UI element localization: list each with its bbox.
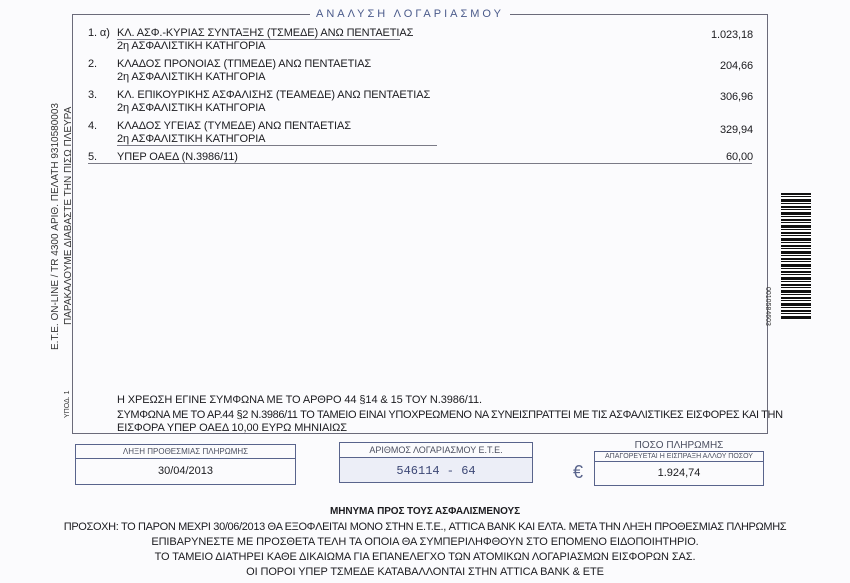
item-description: ΚΛΑΔΟΣ ΠΡΟΝΟΙΑΣ (ΤΠΜΕΔΕ) ΑΝΩ ΠΕΝΤΑΕΤΙΑΣ (117, 58, 372, 70)
analysis-title: ΑΝΑΛΥΣΗ ΛΟΓΑΡΙΑΣΜΟΥ (310, 8, 510, 20)
item-row (88, 27, 753, 55)
item-amount: 204,66 (719, 60, 753, 72)
item-amount: 306,96 (719, 91, 753, 103)
barcode (781, 193, 811, 320)
legal-note-3: ΕΙΣΦΟΡΑ ΥΠΕΡ ΟΑΕΔ 10,00 ΕΥΡΩ ΜΗΝΙΑΙΩΣ (117, 422, 347, 434)
deadline-label: ΛΗΞΗ ΠΡΟΘΕΣΜΙΑΣ ΠΛΗΡΩΜΗΣ (76, 445, 295, 459)
euro-sign: € (573, 462, 584, 482)
account-box (339, 442, 533, 483)
side-text-small: ΥΠΟΔ. 1 (64, 390, 71, 418)
legal-note-2: ΣΥΜΦΩΝΑ ΜΕ ΤΟ ΑΡ.44 §2 Ν.3986/11 ΤΟ ΤΑΜΕΙΟ ΕΙΝΑΙ ΥΠΟΧΡΕΩΜΕΝΟ ΝΑ ΣΥΝΕΙΣΠΡΑΤΤΕΙ ΜΕ ΤΙΣ ΑΣΦΑΛΙΣΤΙΚΕΣ ΕΙΣΦΟΡΕΣ ΚΑΙ ΤΗΝ (117, 409, 783, 421)
item-category: 2η ΑΣΦΑΛΙΣΤΙΚΗ ΚΑΤΗΓΟΡΙΑ (117, 71, 266, 83)
row-underline (117, 145, 437, 146)
deadline-box (75, 444, 296, 485)
payment-amount: 1.924,74 (657, 467, 701, 479)
item-number: 2. (88, 58, 97, 70)
barcode-number: 0010584603 (764, 287, 771, 326)
side-text-line1: Ε.Τ.Ε. ON-LINE / TR 4300 ΑΡΙΘ. ΠΕΛΑΤΗ 9310580003 (50, 103, 61, 350)
payment-box (594, 451, 764, 486)
row-underline (88, 163, 752, 164)
item-description: ΚΛ. ΕΠΙΚΟΥΡΙΚΗΣ ΑΣΦΑΛΙΣΗΣ (ΤΕΑΜΕΔΕ) ΑΝΩ ΠΕΝΤΑΕΤΙΑΣ (117, 89, 431, 101)
item-row (88, 89, 753, 117)
item-row (88, 120, 753, 148)
payment-label: ΠΟΣΟ ΠΛΗΡΩΜΗΣ (634, 440, 724, 451)
side-text-line2: ΠΑΡΑΚΑΛΟΥΜΕ ΔΙΑΒΑΣΤΕ ΤΗΝ ΠΙΣΩ ΠΛΕΥΡΑ (63, 106, 74, 325)
message-line-1: ΠΡΟΣΟΧΗ: ΤΟ ΠΑΡΟΝ ΜΕΧΡΙ 30/06/2013 ΘΑ ΕΞΟΦΛΕΙΤΑΙ ΜΟΝΟ ΣΤΗΝ Ε.Τ.Ε., ATTICA BANK ΚΑΙ ΕΛΤΑ. ΜΕΤΑ ΤΗΝ ΛΗΞΗ ΠΡΟΘΕΣΜΙΑΣ ΠΛΗΡΩΜΗΣ (63, 521, 787, 533)
item-description: ΥΠΕΡ ΟΑΕΔ (Ν.3986/11) (117, 151, 238, 163)
item-amount: 1.023,18 (710, 29, 753, 41)
item-description: ΚΛΑΔΟΣ ΥΓΕΙΑΣ (ΤΥΜΕΔΕ) ΑΝΩ ΠΕΝΤΑΕΤΙΑΣ (117, 120, 351, 132)
account-number: 546114 - 64 (396, 464, 476, 478)
message-line-2: ΕΠΙΒΑΡΥΝΕΣΤΕ ΜΕ ΠΡΟΣΘΕΤΑ ΤΕΛΗ ΤΑ ΟΠΟΙΑ ΘΑ ΣΥΜΠΕΡΙΛΗΦΘΟΥΝ ΣΤΟ ΕΠΟΜΕΝΟ ΕΙΔΟΠΟΙΗΤΗΡΙΟ. (151, 536, 699, 548)
account-label: ΑΡΙΘΜΟΣ ΛΟΓΑΡΙΑΣΜΟΥ Ε.Τ.Ε. (340, 443, 532, 458)
item-number: 3. (88, 89, 97, 101)
item-number: 5. (88, 151, 97, 163)
payment-sublabel: ΑΠΑΓΟΡΕΥΕΤΑΙ Η ΕΙΣΠΡΑΞΗ ΑΛΛΟΥ ΠΟΣΟΥ (595, 452, 763, 462)
item-number: 1. α) (88, 27, 110, 39)
item-number: 4. (88, 120, 97, 132)
row-underline (117, 39, 400, 40)
item-row (88, 58, 753, 86)
message-line-3: ΤΟ ΤΑΜΕΙΟ ΔΙΑΤΗΡΕΙ ΚΑΘΕ ΔΙΚΑΙΩΜΑ ΓΙΑ ΕΠΑΝΕΛΕΓΧΟ ΤΩΝ ΑΤΟΜΙΚΩΝ ΛΟΓΑΡΙΑΣΜΩΝ ΕΙΣΦΟΡΩΝ ΣΑΣ. (154, 551, 696, 563)
item-row (88, 151, 753, 167)
item-category: 2η ΑΣΦΑΛΙΣΤΙΚΗ ΚΑΤΗΓΟΡΙΑ (117, 133, 266, 145)
item-category: 2η ΑΣΦΑΛΙΣΤΙΚΗ ΚΑΤΗΓΟΡΙΑ (117, 40, 266, 52)
message-line-4: ΟΙ ΠΟΡΟΙ ΥΠΕΡ ΤΣΜΕΔΕ ΚΑΤΑΒΑΛΛΟΝΤΑΙ ΣΤΗΝ ATTICA BANK & ΕΤΕ (246, 566, 604, 578)
deadline-value: 30/04/2013 (157, 465, 214, 477)
item-category: 2η ΑΣΦΑΛΙΣΤΙΚΗ ΚΑΤΗΓΟΡΙΑ (117, 102, 266, 114)
legal-note-1: Η ΧΡΕΩΣΗ ΕΓΙΝΕ ΣΥΜΦΩΝΑ ΜΕ ΤΟ ΑΡΘΡΟ 44 §14 & 15 ΤΟΥ Ν.3986/11. (117, 394, 482, 406)
item-amount: 60,00 (725, 151, 753, 163)
item-amount: 329,94 (719, 124, 753, 136)
message-title: ΜΗΝΥΜΑ ΠΡΟΣ ΤΟΥΣ ΑΣΦΑΛΙΣΜΕΝΟΥΣ (330, 506, 520, 517)
item-description: ΚΛ. ΑΣΦ.-ΚΥΡΙΑΣ ΣΥΝΤΑΞΗΣ (ΤΣΜΕΔΕ) ΑΝΩ ΠΕΝΤΑΕΤΙΑΣ (117, 27, 414, 39)
